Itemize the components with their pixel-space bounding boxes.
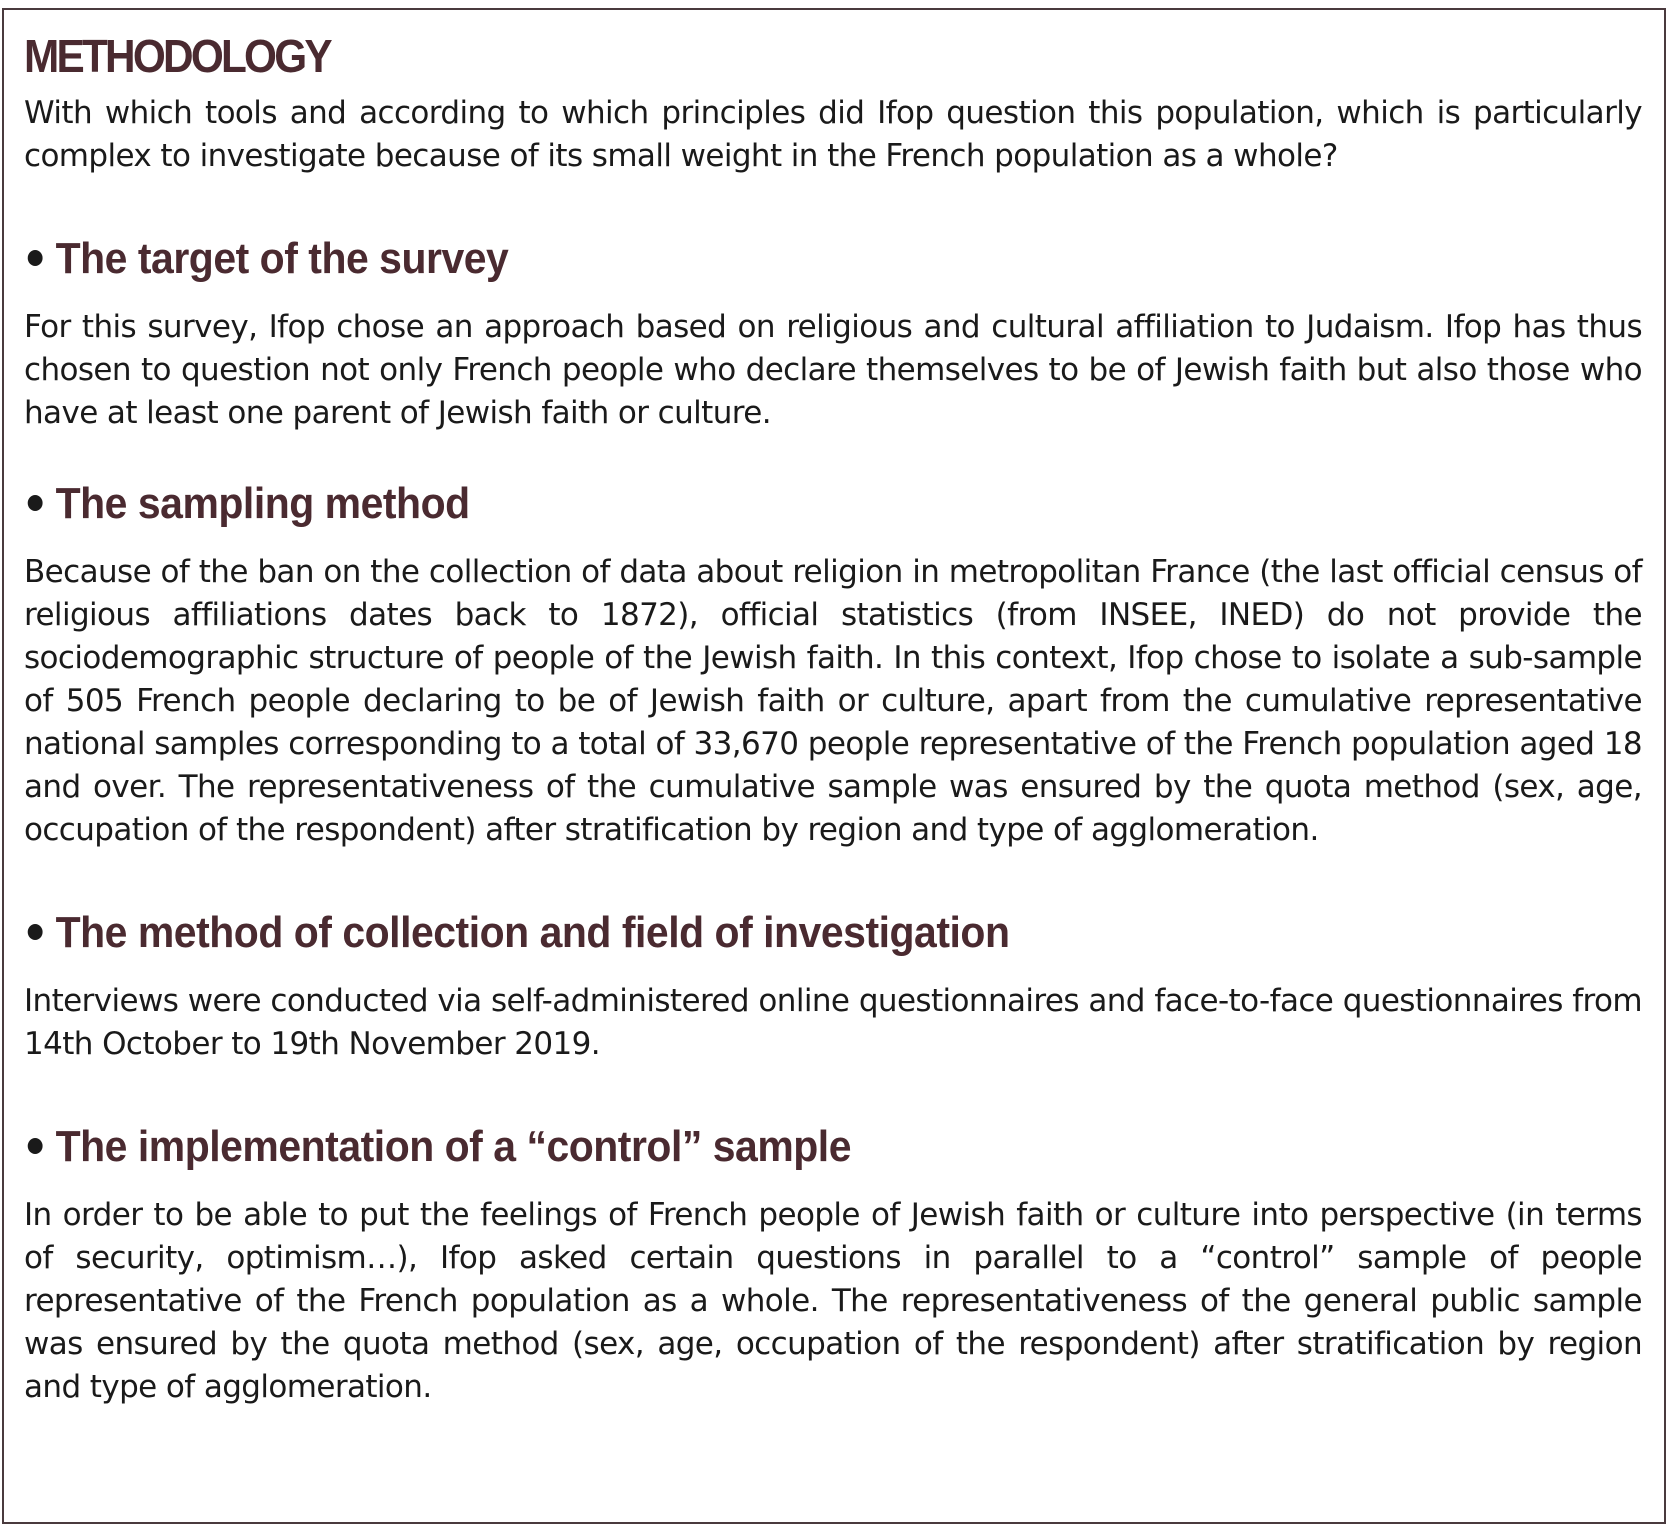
section-collection [24,908,1642,1066]
section-heading [24,234,1529,284]
bullet-icon [28,1138,43,1154]
section-heading-label: The target of the survey [55,234,509,283]
section-paragraph: Interviews were conducted via self-administered online questionnaires and face-to-face questionnaires from 14th October to 19th November 2019. [24,983,1642,1062]
section-control-sample [24,1122,1642,1409]
page-title: METHODOLOGY [24,30,330,82]
section-heading [24,1122,1529,1172]
section-paragraph: For this survey, Ifop chose an approach based on religious and cultural affiliation to Judaism. Ifop has thus chosen to question not only French people who declare themselves to be of Jewish faith but also those who have at least one parent of Jewish faith or culture. [24,309,1642,431]
intro-paragraph: With which tools and according to which principles did Ifop question this population, which is particularly complex to investigate because of its small weight in the French population as a whole? [24,95,1642,174]
section-target [24,234,1642,435]
section-paragraph: Because of the ban on the collection of data about religion in metropolitan France (the last official census of religious affiliations dates back to 1872), official statistics (from INSEE, INED) do not provide the sociodemographic structure of people of the Jewish faith. In this context, Ifop chose to isolate a sub-sample of 505 French people declaring to be of Jewish faith or culture, apart from the cumulative representative national samples corresponding to a total of 33,670 people representative of the French population aged 18 and over. The representativeness of the cumulative sample was ensured by the quota method (sex, age, occupation of the respondent) after stratification by region and type of agglomeration. [24,554,1642,848]
bullet-icon [28,495,43,511]
bullet-icon [28,250,43,266]
section-heading-label: The method of collection and field of investigation [55,908,1010,957]
section-heading-label: The sampling method [55,479,470,528]
section-heading [24,479,1529,529]
section-paragraph: In order to be able to put the feelings of French people of Jewish faith or culture into perspective (in terms of security, optimism…), Ifop asked certain questions in parallel to a “control” sample of people representative of the French population as a whole. The representativeness of the general public sample was ensured by the quota method (sex, age, occupation of the respondent) after stratification by region and type of agglomeration. [24,1197,1642,1405]
methodology-box [2,8,1666,1524]
section-heading-label: The implementation of a “control” sample [55,1122,851,1171]
section-heading [24,908,1529,958]
bullet-icon [28,924,43,940]
section-sampling [24,479,1642,852]
